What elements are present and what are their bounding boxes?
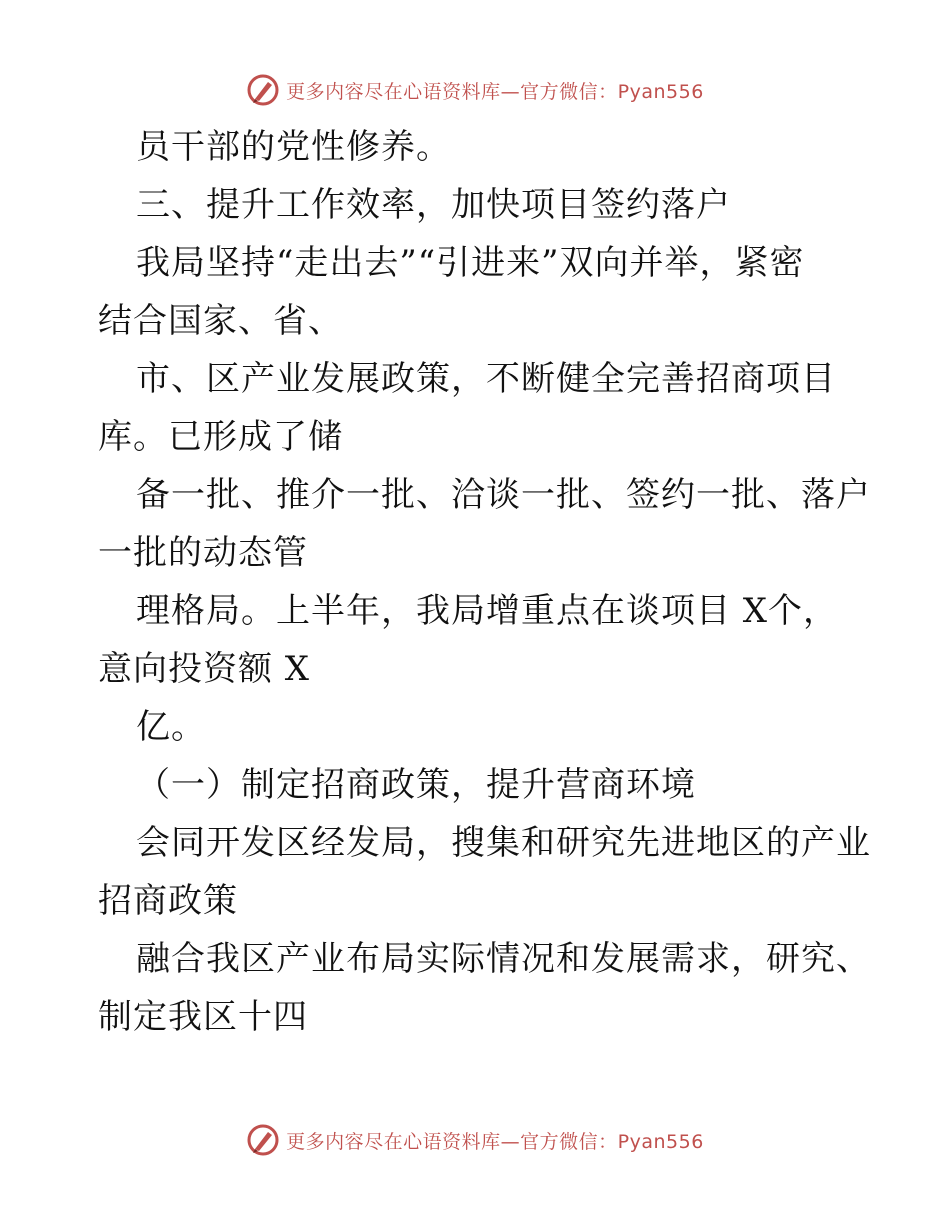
footer-banner	[0, 1120, 950, 1160]
text-line: 库。已形成了储	[98, 417, 343, 457]
header-banner-text: 更多内容尽在心语资料库—官方微信：Pyan556	[286, 80, 704, 103]
document-body	[98, 118, 871, 1046]
text-line: 员干部的党性修养。	[136, 127, 451, 167]
text-line: 融合我区产业布局实际情况和发展需求，研究、	[136, 939, 871, 979]
text-line: 一批的动态管	[98, 533, 308, 573]
footer-banner-text: 更多内容尽在心语资料库—官方微信：Pyan556	[286, 1130, 704, 1153]
text-line: 三、提升工作效率，加快项目签约落户	[136, 185, 731, 225]
pen-logo-icon	[246, 73, 280, 107]
text-line: 制定我区十四	[98, 997, 308, 1037]
pen-logo-icon	[246, 1123, 280, 1157]
text-line: 备一批、推介一批、洽谈一批、签约一批、落户	[136, 475, 871, 515]
text-line: 亿。	[136, 707, 206, 747]
text-line: 市、区产业发展政策，不断健全完善招商项目	[136, 359, 836, 399]
text-line: 理格局。上半年，我局增重点在谈项目 X个，	[136, 591, 839, 631]
text-line: 意向投资额 X	[98, 649, 311, 689]
text-line: 招商政策	[98, 881, 238, 921]
text-line: 会同开发区经发局，搜集和研究先进地区的产业	[136, 823, 871, 863]
text-line: 我局坚持“走出去”“引进来”双向并举，紧密	[136, 243, 805, 283]
text-line: （一）制定招商政策，提升营商环境	[136, 765, 696, 805]
header-banner	[0, 70, 950, 110]
text-line: 结合国家、省、	[98, 301, 343, 341]
